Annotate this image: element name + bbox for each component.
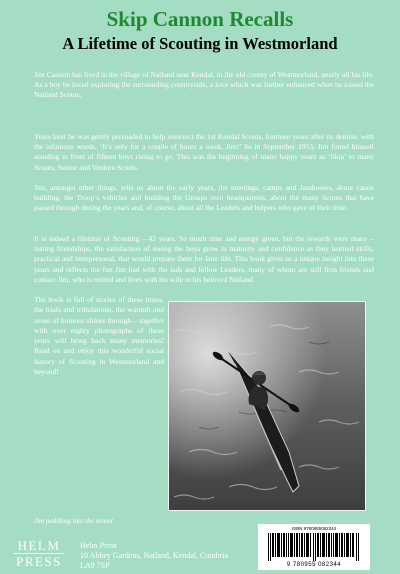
photo-caption: Jim paddling into the sunset — [34, 517, 113, 525]
blurb-paragraph-1: Jim Cannon has lived in the village of Natland near Kendal, in the old county of Westmorland, nearly all his life. As a boy he loved exploring the surrounding countryside, a love which was further enhanced when he joined the Natland Scouts. — [34, 70, 374, 100]
isbn-label: ISBN 9780955082344 — [291, 526, 337, 531]
logo-word-press: PRESS — [16, 554, 62, 569]
kayak-photo — [168, 301, 366, 511]
publisher-name: Helm Press — [80, 541, 117, 550]
book-title: Skip Cannon Recalls — [106, 7, 294, 31]
publisher-address: 10 Abbey Gardens, Natland, Kendal, Cumbria LA9 7SP — [80, 551, 228, 570]
blurb-paragraph-3: Jim, amongst other things, tells us about the early years, the meetings, camps and Jamborees, about canoe building, the Troop’s vehicles and building the Groups own headquarters, about the many Scouts that have passed through during the years and, of course, about all the Leaders and helpers who gave of their time. — [34, 183, 374, 213]
blurb-paragraph-2: Years later he was gently persuaded to help resurrect the 1st Kendal Scouts, fourteen years after its demise, with the infamous words, ‘It’s only for a couple of hours a week, Jim!’ So in September 1953, Jim found himself standing in front of fifteen boys raring to go. This was the beginning of many happy years as ‘Skip’ to many Scouts, Senior and Venture Scouts. — [34, 132, 374, 172]
logo-word-helm: HELM — [17, 538, 61, 553]
blurb-paragraph-5: The book is full of stories of these times, the trials and tribulations, the warmth and sense of humour shines through – together with over eighty photographs of these years will bring back many memories! Read on and enjoy this wonderful social history of Scouting in Westmorland and beyond! — [34, 295, 164, 377]
blurb-paragraph-4: It is indeed a lifetime of Scouting – 42 years. So much time and energy given, but the rewards were many – lasting friendships, the satisfaction of seeing the boys grow in maturity and confidence as they learned skills, practical and interpersonal, that would prepare them for later life. This book gives us a unique insight into these years and reflects the fun Jim had with the lads and fellow Leaders, many of whom are still firm friends and contact Jim, who is retired and lives with his wife in his beloved Natland. — [34, 234, 374, 284]
kayak-photo-image — [169, 302, 365, 510]
barcode-digits: 9 780955 082344 — [286, 562, 342, 568]
publisher-logo — [10, 538, 68, 569]
book-subtitle: A Lifetime of Scouting in Westmorland — [62, 34, 338, 53]
barcode-box — [258, 524, 370, 570]
barcode-icon — [268, 533, 360, 561]
